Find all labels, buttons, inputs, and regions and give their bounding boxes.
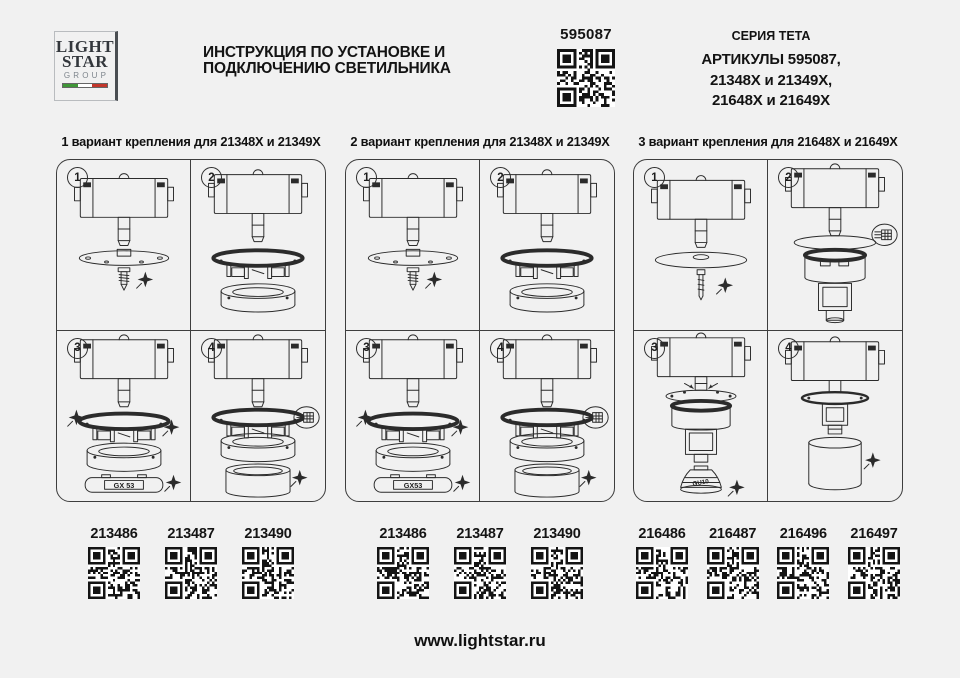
product-code [451, 526, 509, 604]
product-code-label: 213487 [456, 526, 504, 542]
product-code [633, 526, 691, 604]
logo-word-star: STAR [61, 52, 109, 71]
step-cell [768, 331, 902, 502]
qr-code [531, 547, 583, 599]
product-code-label: 216496 [779, 526, 827, 542]
step-number: 1 [356, 167, 377, 188]
series-block [688, 29, 854, 112]
step-cell [191, 331, 325, 502]
product-code [85, 526, 143, 604]
product-codes-3 [633, 526, 903, 604]
logo-word-group: GROUP [63, 71, 110, 80]
step-cell [191, 160, 325, 331]
steps-panel-2 [345, 159, 615, 502]
product-code [774, 526, 832, 604]
document-number-block [551, 26, 621, 112]
product-code-label: 213486 [90, 526, 138, 542]
variant-section-1 [56, 130, 326, 604]
lightstar-logo [54, 31, 118, 101]
qr-code [242, 547, 294, 599]
product-code-label: 216497 [850, 526, 898, 542]
lamp-type-label: GX53 [403, 481, 422, 491]
articles-line-1: АРТИКУЛЫ 595087, [701, 51, 841, 68]
step-number: 3 [644, 338, 665, 359]
product-code-label: 213490 [533, 526, 581, 542]
step-number: 2 [201, 167, 222, 188]
product-code [528, 526, 586, 604]
qr-code [707, 547, 759, 599]
step-cell [57, 331, 191, 502]
step-cell [768, 160, 902, 331]
step-cell [346, 160, 480, 331]
qr-code [454, 547, 506, 599]
variant-title-3: 3 вариант крепления для 21648X и 21649X [638, 134, 898, 149]
step-number: 3 [356, 338, 377, 359]
variant-section-2 [345, 130, 615, 604]
step-number: 4 [201, 338, 222, 359]
step-number: 3 [67, 338, 88, 359]
logo-word-light: LIGHT [55, 37, 115, 56]
series-name: СЕРИЯ TETA [731, 29, 811, 43]
product-code [239, 526, 297, 604]
step-number: 1 [644, 167, 665, 188]
product-code-label: 213487 [167, 526, 215, 542]
page-title [203, 45, 493, 77]
page-title-line-2: ПОДКЛЮЧЕНИЮ СВЕТИЛЬНИКА [203, 60, 451, 77]
product-code [374, 526, 432, 604]
qr-code [848, 547, 900, 599]
product-code [162, 526, 220, 604]
lamp-type-label: GU10 [691, 478, 709, 489]
product-code [704, 526, 762, 604]
product-codes-1 [56, 526, 326, 604]
variant-title-1: 1 вариант крепления для 21348X и 21349X [61, 134, 321, 149]
qr-code [165, 547, 217, 599]
variant-title-2: 2 вариант крепления для 21348X и 21349X [350, 134, 610, 149]
step-number: 1 [67, 167, 88, 188]
step-number: 2 [490, 167, 511, 188]
website-url: www.lightstar.ru [414, 631, 546, 650]
steps-panel-1 [56, 159, 326, 502]
document-number: 595087 [560, 26, 612, 43]
step-number: 4 [490, 338, 511, 359]
steps-panel-3 [633, 159, 903, 502]
step-number: 4 [778, 338, 799, 359]
product-codes-2 [345, 526, 615, 604]
step-cell [634, 160, 768, 331]
product-code-label: 216487 [709, 526, 757, 542]
step-cell [480, 160, 614, 331]
qr-code [88, 547, 140, 599]
variant-section-3 [633, 130, 903, 604]
lamp-type-label: GX 53 [113, 481, 134, 491]
qr-code [377, 547, 429, 599]
step-cell [480, 331, 614, 502]
step-cell [57, 160, 191, 331]
qr-code [557, 49, 615, 107]
product-code-label: 216486 [638, 526, 686, 542]
step-number: 2 [778, 167, 799, 188]
page-title-line-1: ИНСТРУКЦИЯ ПО УСТАНОВКЕ И [203, 44, 446, 61]
product-code-label: 213486 [379, 526, 427, 542]
step-cell [346, 331, 480, 502]
italian-flag-icon [62, 83, 108, 88]
product-code [845, 526, 903, 604]
step-cell [634, 331, 768, 502]
qr-code [777, 547, 829, 599]
product-code-label: 213490 [244, 526, 292, 542]
articles-line-2: 21348X и 21349X, [710, 71, 832, 89]
articles-list [688, 50, 854, 112]
articles-line-3: 21648X и 21649X [712, 92, 830, 109]
qr-code [636, 547, 688, 599]
